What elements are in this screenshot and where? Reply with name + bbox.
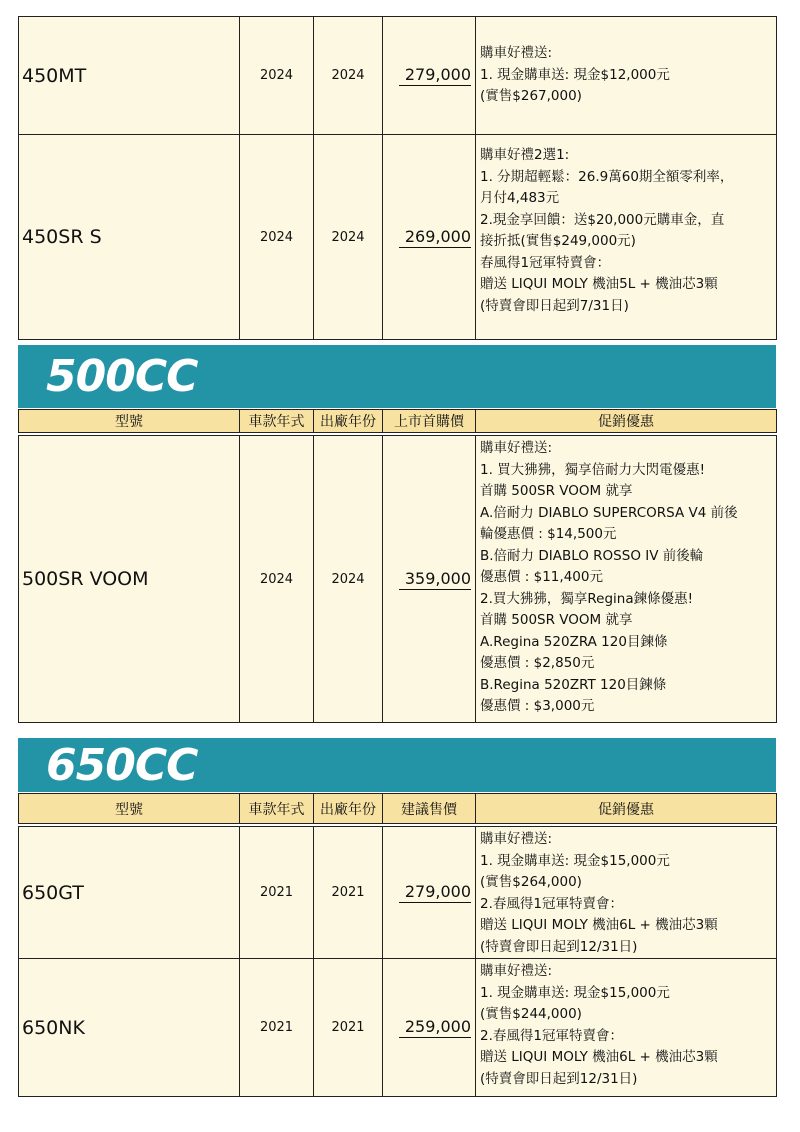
promo-line: 購車好禮送: <box>480 45 553 61</box>
promo-cell <box>476 17 777 135</box>
table-450 <box>18 16 777 340</box>
promo-cell <box>476 135 777 340</box>
promo-line: 首購 500SR VOOM 就享 <box>480 612 633 628</box>
promo-line: (特賣會即日起到12/31日) <box>480 1070 638 1087</box>
table-header-row <box>19 410 777 433</box>
promo-line: 2.買大狒狒，獨享Regina鍊條優惠! <box>480 590 694 607</box>
table-row <box>19 959 777 1097</box>
header-year-made: 出廠年份 <box>314 794 383 824</box>
price-value: 359,000 <box>399 569 471 590</box>
price-value: 279,000 <box>399 882 471 903</box>
promo-line: 2.現金享回饋：送$20,000元購車金，直 <box>480 211 725 228</box>
promo-line: 贈送 LIQUI MOLY 機油6L + 機油芯3顆 <box>480 1049 718 1065</box>
promo-line: 2.春風得1冠軍特賣會： <box>480 895 623 912</box>
table-650 <box>18 793 777 1097</box>
promo-line: 1. 現金購車送: 現金$12,000元 <box>480 66 670 83</box>
promo-line: 春風得1冠軍特賣會： <box>480 254 611 271</box>
header-year-model: 車款年式 <box>240 794 314 824</box>
promo-line: 首購 500SR VOOM 就享 <box>480 483 633 499</box>
promo-line: (實售$264,000) <box>480 874 582 890</box>
model-name: 650NK <box>19 959 240 1097</box>
promo-line: 2.春風得1冠軍特賣會： <box>480 1027 623 1044</box>
promo-cell <box>476 436 777 723</box>
section-banner-650cc <box>18 738 776 792</box>
year-model: 2024 <box>240 17 314 135</box>
table-row <box>19 135 777 340</box>
promo-line: B.Regina 520ZRT 120目鍊條 <box>480 676 667 693</box>
year-made: 2021 <box>314 959 383 1097</box>
promo-cell <box>476 827 777 959</box>
promo-line: (實售$267,000) <box>480 88 582 104</box>
header-year-made: 出廠年份 <box>314 410 383 433</box>
promo-line: 1. 現金購車送: 現金$15,000元 <box>480 984 670 1001</box>
header-model: 型號 <box>19 410 240 433</box>
promo-line: (特賣會即日起到12/31日) <box>480 938 638 955</box>
table-500 <box>18 409 777 723</box>
price-value: 269,000 <box>399 227 471 248</box>
header-price: 建議售價 <box>383 794 476 824</box>
year-made: 2024 <box>314 436 383 723</box>
section-title: 650CC <box>46 740 198 791</box>
price-cell <box>383 827 476 959</box>
model-name: 650GT <box>19 827 240 959</box>
table-row <box>19 17 777 135</box>
promo-line: 購車好禮送: <box>480 963 553 979</box>
year-model: 2021 <box>240 959 314 1097</box>
promo-line: 贈送 LIQUI MOLY 機油6L + 機油芯3顆 <box>480 917 718 933</box>
year-made: 2024 <box>314 135 383 340</box>
promo-line: B.倍耐力 DIABLO ROSSO IV 前後輪 <box>480 547 704 564</box>
year-model: 2024 <box>240 135 314 340</box>
year-model: 2024 <box>240 436 314 723</box>
promo-line: (實售$244,000) <box>480 1006 582 1022</box>
promo-line: A.Regina 520ZRA 120目鍊條 <box>480 633 668 650</box>
table-row <box>19 827 777 959</box>
promo-line: 月付4,483元 <box>480 190 560 206</box>
price-value: 279,000 <box>399 65 471 86</box>
year-made: 2021 <box>314 827 383 959</box>
year-made: 2024 <box>314 17 383 135</box>
header-model: 型號 <box>19 794 240 824</box>
header-year-model: 車款年式 <box>240 410 314 433</box>
promo-line: 優惠價 : $3,000元 <box>480 698 595 714</box>
promo-line: A.倍耐力 DIABLO SUPERCORSA V4 前後 <box>480 504 738 521</box>
promo-line: (特賣會即日起到7/31日) <box>480 297 629 314</box>
promo-line: 購車好禮2選1: <box>480 147 570 163</box>
promo-line: 優惠價 : $2,850元 <box>480 655 595 671</box>
promo-line: 1. 現金購車送: 現金$15,000元 <box>480 852 670 869</box>
price-cell <box>383 135 476 340</box>
table-header-row <box>19 794 777 824</box>
header-promo: 促銷優惠 <box>476 794 777 824</box>
header-promo: 促銷優惠 <box>476 410 777 433</box>
header-price: 上市首購價 <box>383 410 476 433</box>
price-cell <box>383 17 476 135</box>
model-name: 500SR VOOM <box>19 436 240 723</box>
price-value: 259,000 <box>399 1017 471 1038</box>
promo-line: 1. 分期超輕鬆：26.9萬60期全額零利率， <box>480 168 734 185</box>
model-name: 450SR S <box>19 135 240 340</box>
price-cell <box>383 436 476 723</box>
price-cell <box>383 959 476 1097</box>
section-banner-500cc <box>18 345 776 408</box>
section-title: 500CC <box>46 351 198 402</box>
promo-line: 接折抵(實售$249,000元) <box>480 233 636 249</box>
promo-line: 輪優惠價 : $14,500元 <box>480 526 617 542</box>
year-model: 2021 <box>240 827 314 959</box>
table-row <box>19 436 777 723</box>
promo-line: 贈送 LIQUI MOLY 機油5L + 機油芯3顆 <box>480 276 718 292</box>
promo-line: 購車好禮送: <box>480 831 553 847</box>
promo-line: 優惠價 : $11,400元 <box>480 569 603 585</box>
promo-line: 1. 買大狒狒，獨享倍耐力大閃電優惠! <box>480 461 706 478</box>
model-name: 450MT <box>19 17 240 135</box>
promo-cell <box>476 959 777 1097</box>
promo-line: 購車好禮送: <box>480 440 553 456</box>
